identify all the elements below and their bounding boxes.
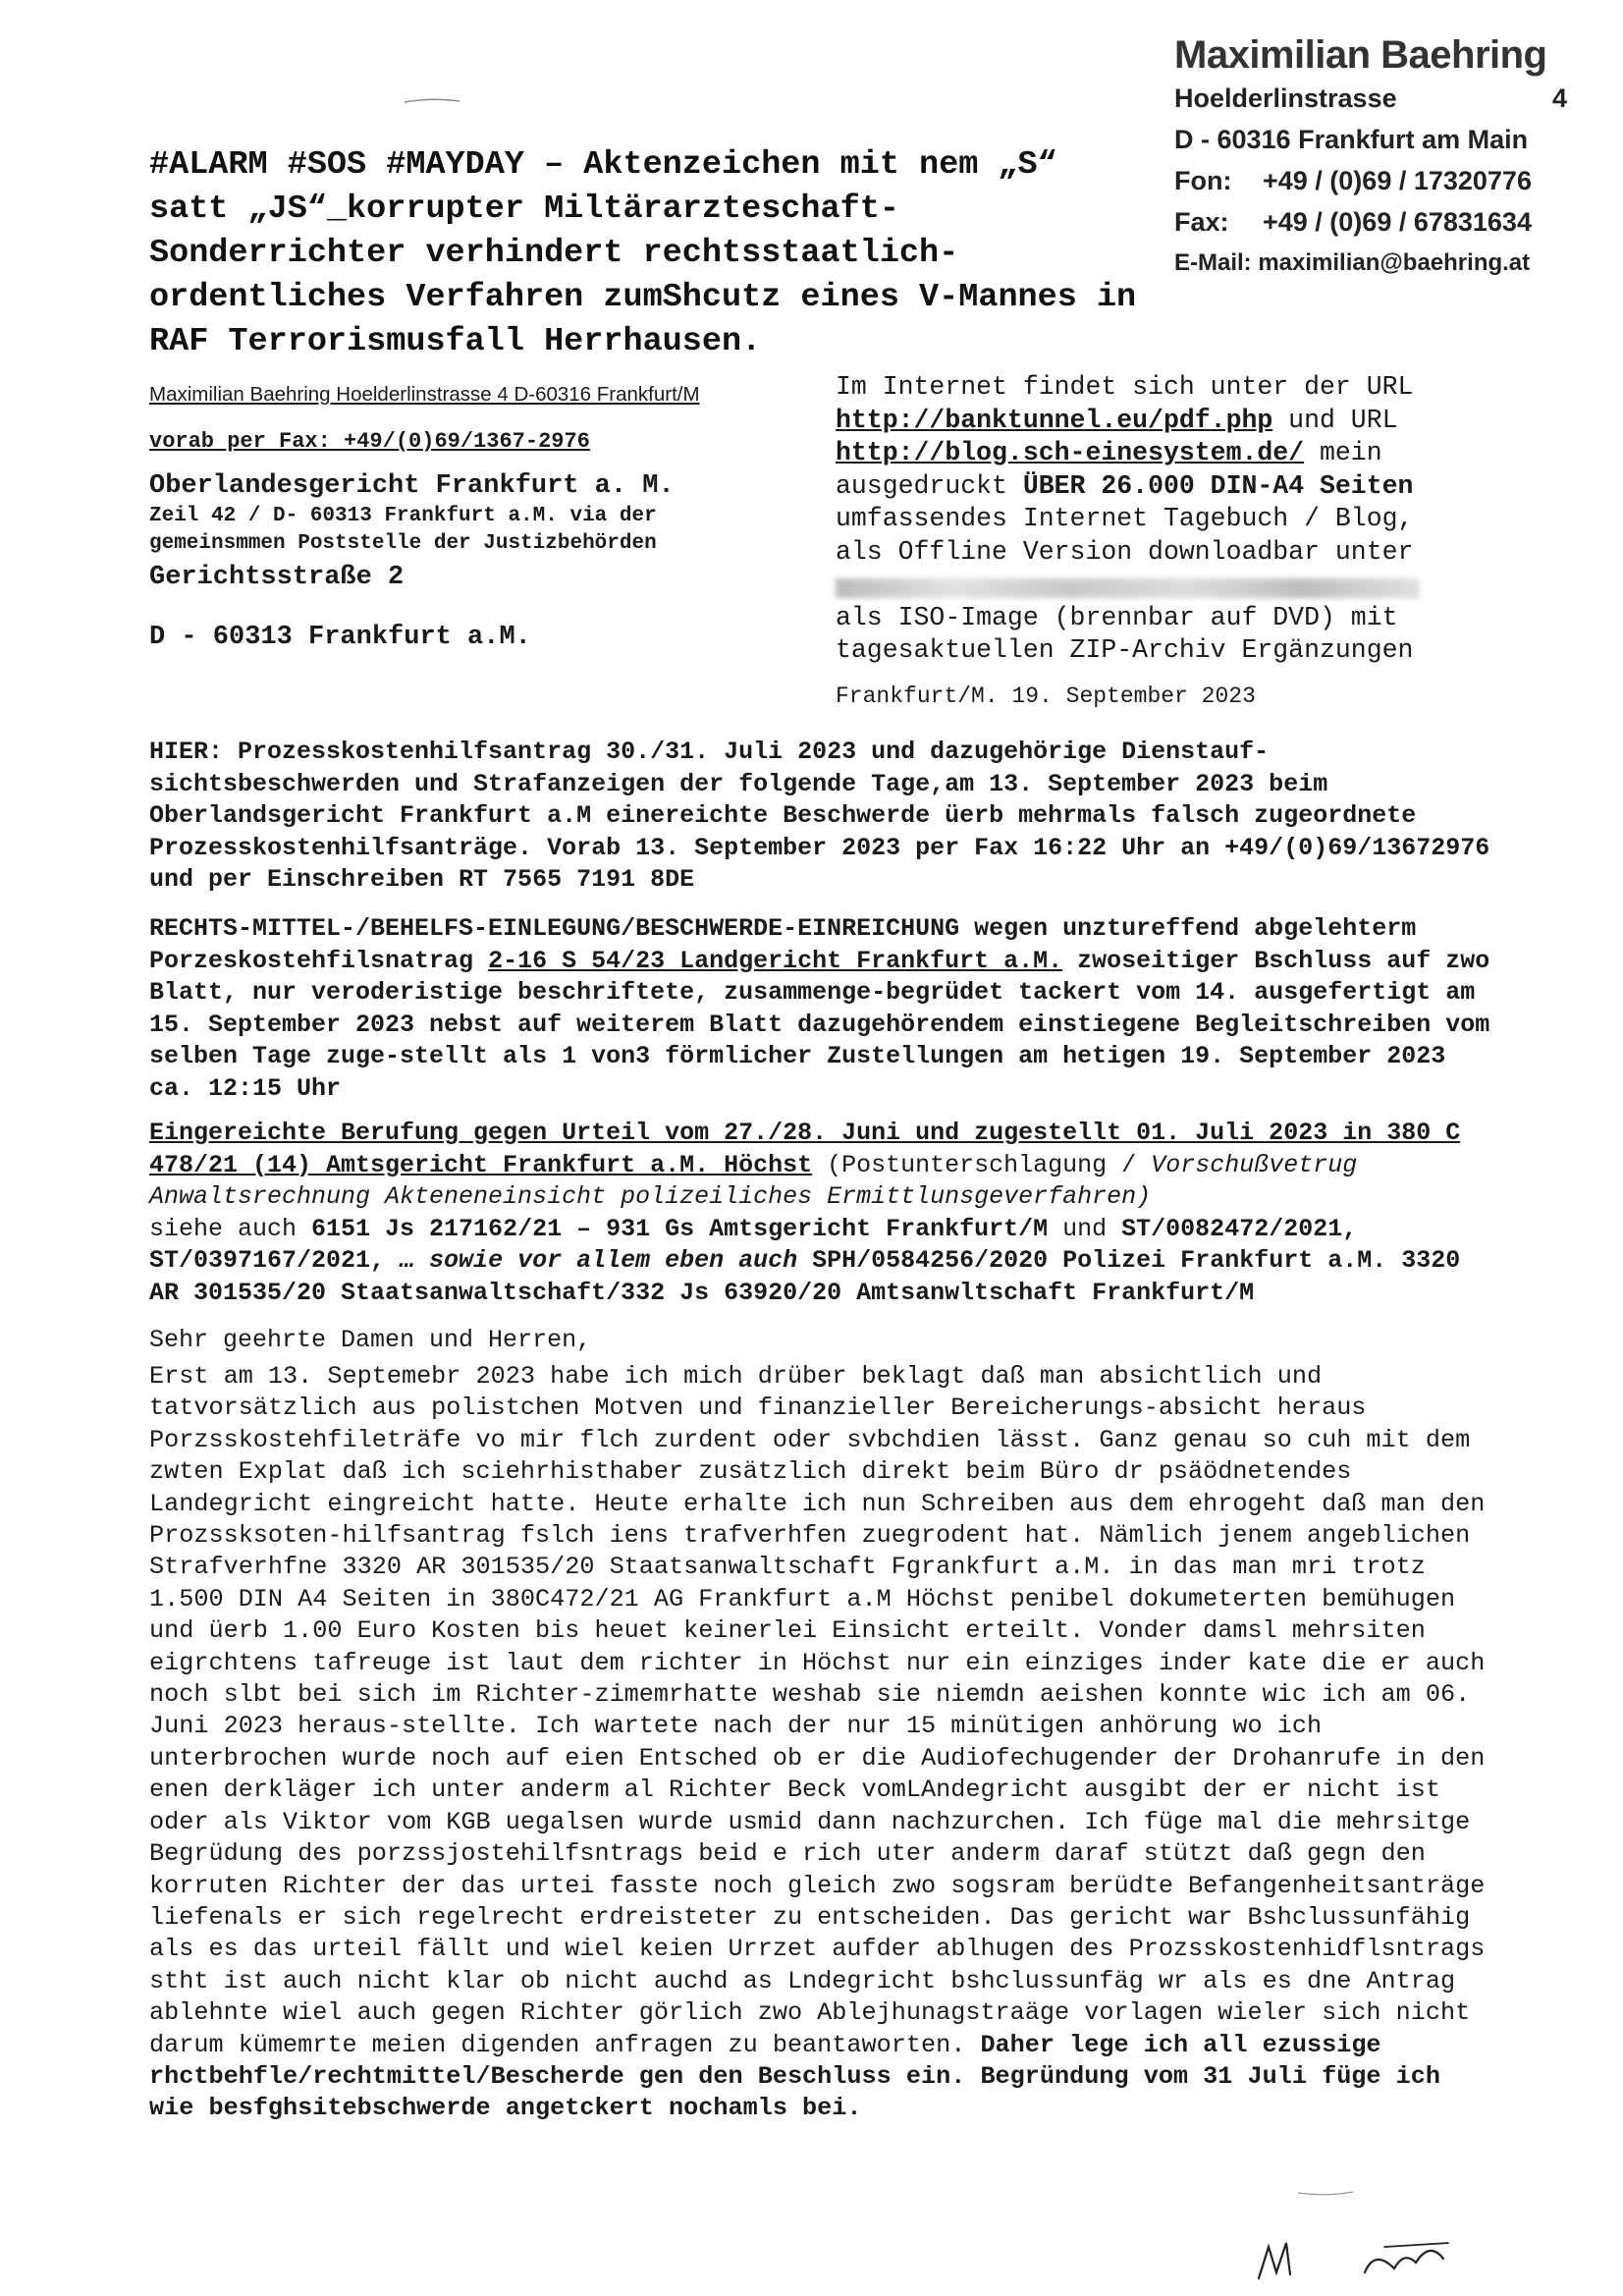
subject-3-paren-italic: Vorschußvetrug Anwaltsrechnung Akteneneinsicht polizeiliches Ermittlunsgeverfahren) — [149, 1150, 1358, 1211]
internet-info — [836, 371, 1493, 668]
url-banktunnel[interactable]: http://banktunnel.eu/pdf.php — [836, 405, 1273, 435]
internet-line-1: Im Internet findet sich unter der URL — [836, 372, 1414, 402]
recipient-line-3: gemeinsmmen Poststelle der Justizbehörden — [149, 532, 657, 555]
pen-mark — [1296, 2188, 1355, 2198]
subject-3-siehe: siehe auch — [149, 1214, 312, 1243]
subject-paragraph-3 — [149, 1118, 1494, 1309]
sender-return-address: Maximilian Baehring Hoelderlinstrasse 4 D-60316 Frankfurt/M — [149, 383, 700, 406]
fax-advance-line: vorab per Fax: +49/(0)69/1367-2976 — [149, 429, 590, 454]
fax-number: +49 / (0)69 / 67831634 — [1263, 207, 1532, 237]
letterhead-phone — [1174, 160, 1587, 201]
body-paragraph: Erst am 13. Septemebr 2023 habe ich mich drüber beklagt daß man absichtlich und tatvorsätzlich aus polistchen Motven und finanzieller Bereicherungs-absicht heraus Porzsskostehfileträfe vo mir flch zurdent oder svbchdien lässt. Ganz genau so cuh mit dem zwten Explat daß ich sciehrhisthaber zusätzlich direkt beim Büro dr psäödnetendes Landegricht eingreicht hatte. Heute erhalte ich nun Schreiben aus dem ehrogeht daß man den Prozssksoten-hilfsantrag fslch iens trafverhfen zuegrodent hat. Nämlich jenem angeblichen Strafverhfne 3320 AR 301535/20 Staatsanwaltschaft Fgrankfurt a.M. in das man mri trotz 1.500 DIN A4 Seiten in 380C472/21 AG Frankfurt a.M Höchst penibel dokumeterten bemühugen und üerb 1.00 Euro Kosten bis heuet keinerlei Einsicht erteilt. Vonder damsl mehrsiten eigrchtens tafreuge ist laut dem richter in Höchst nur ein einziges inder kate die er auch noch slbt bei sich im Richter-zimemrhatte weshab sie niemdn aeishen konnte wic ich am 06. Juni 2023 heraus-stellte. Ich wartete nach der nur 15 minütigen anhörung wo ich unterbrochen wurde noch auf eien Entsched ob er die Audiofechugender der Drohanrufe in den enen derkläger ich unter anderm al Richter Beck vomLAndegricht ausgibt der er nicht ist oder als Viktor vom KGB uegalsen wurde usmid dann nachzurchen. Ich füge mal die mehrsitge Begrüdung des porzssjostehilfsntrags beid e rich uter anderm daraf stützt daß gegn den korruten Richter der das urtei fasste noch gleich zwo sogsram berüdte Befangenheitsanträge liefenals er sich regelrecht erdreisteter zu entscheiden. Das gericht war Bshclussunfähig als es das urteil fällt und wiel keien Urrzet aufder ablhugen des Prozsskostenhidflsntrags stht ist auch nicht klar ob nicht auchd as Lndegricht bshclussunfäg wr als es dne Antrag ablehnte wiel auch gegen Richter görlich zwo Ablejhunagstraäge vorlagen wieler sich nicht darum kümemrte meien digenden anfragen zu beantaworten. — [149, 1362, 1486, 2059]
recipient-line-1: Oberlandesgericht Frankfurt a. M. — [149, 471, 675, 501]
handwritten-signature — [1247, 2229, 1483, 2288]
mein-text: mein — [1304, 438, 1382, 467]
redacted-url — [836, 569, 1493, 602]
internet-line-2 — [836, 405, 1493, 438]
subject-3-ref-3: SPH/0584256/2020 Polizei Frankfurt a.M. 3320 AR 301535/20 Staatsanwaltschaft/332 Js 63920/20 Amtsanwltschaft Frankfurt/M — [149, 1246, 1461, 1307]
fax-label: Fax: — [1174, 207, 1229, 237]
letterhead-fax — [1174, 201, 1587, 243]
subject-paragraph-1: HIER: Prozesskostenhilfsantrag 30./31. Juli 2023 und dazugehörige Dienstauf-sichtsbeschwerden und Strafanzeigen der folgende Tage,am 13. September 2023 beim Oberlandsgericht Frankfurt a.M einereichte Beschwerde üerb mehrmals falsch zugeordnete Prozesskostenhilfsanträge. Vorab 13. September 2023 per Fax 16:22 Uhr an +49/(0)69/13672976 und per Einschreiben RT 7565 7191 8DE — [149, 738, 1490, 894]
subject-paragraph-2 — [149, 913, 1494, 1105]
recipient-line-2: Zeil 42 / D- 60313 Frankfurt a.M. via der — [149, 505, 657, 527]
subject-3-und: und — [1048, 1214, 1122, 1243]
salutation: Sehr geehrte Damen und Herren, — [149, 1326, 592, 1354]
recipient-address — [149, 469, 787, 652]
letterhead-street-name: Hoelderlinstrasse — [1174, 83, 1397, 113]
pen-mark — [403, 96, 461, 106]
letterhead-name: Maximilian Baehring — [1174, 33, 1547, 77]
pages-count: ÜBER 26.000 DIN-A4 Seiten — [1022, 470, 1414, 501]
letterhead-street — [1174, 78, 1567, 119]
letterhead-house-no: 4 — [1551, 83, 1567, 113]
internet-line-4 — [836, 470, 1493, 504]
date-line: Frankfurt/M. 19. September 2023 — [836, 683, 1256, 709]
headline: #ALARM #SOS #MAYDAY – Aktenzeichen mit nem „S“ satt „JS“_korrupter Miltärarzteschaft-Sonderrichter verhindert rechtsstaatlich-ordentliches Verfahren zumShcutz eines V-Mannes in RAF Terrorismusfall Herrhausen. — [149, 146, 1137, 360]
subject-2-text-a: RECHTS-MITTEL-/BEHELFS-EINLEGUNG/BESCHWERDE-EINREICHUNG wegen unztureffend abgelehterm Porzeskostehfilsnatrag — [149, 914, 1417, 975]
subject-2-reference: 2-16 S 54/23 Landgericht Frankfurt a.M. — [488, 946, 1063, 975]
letterhead — [1174, 33, 1587, 284]
internet-line-9: tagesaktuellen ZIP-Archiv Ergänzungen — [836, 635, 1414, 665]
recipient-line-5: D - 60313 Frankfurt a.M. — [149, 623, 531, 652]
subject-3-sowie: … sowie vor allem eben auch — [385, 1246, 813, 1275]
and-url-text: und URL — [1272, 405, 1398, 435]
url-blog[interactable]: http://blog.sch-einesystem.de/ — [836, 438, 1305, 467]
letterhead-city: D - 60316 Frankfurt am Main — [1174, 125, 1529, 154]
subject-3-paren: (Postunterschlagung / — [812, 1150, 1152, 1179]
phone-label: Fon: — [1174, 166, 1232, 195]
letterhead-email: E-Mail: maximilian@baehring.at — [1174, 249, 1531, 276]
subject-3-ref-2: ST/0082472/2021, ST/0397167/2021, — [149, 1214, 1358, 1275]
recipient-line-4: Gerichtsstraße 2 — [149, 563, 405, 592]
subject-2-text-b: zwoseitiger Bschluss auf zwo Blatt, nur veroderistige beschriftete, zusammenge-begrüdet tackert vom 14. ausgefertigt am 15. September 2023 nebst auf weiterem Blatt dazugehörendem einstiegene Begleitschreiben vom selben Tage zuge-stellt als 1 von3 förmlicher Zustellungen am hetigen 19. September 2023 ca. 12:15 Uhr — [149, 946, 1490, 1103]
body-bold-conclusion: Daher lege ich all ezussige rhctbehfle/rechtmittel/Bescherde gen den Beschluss ein. Begründung vom 31 Juli füge ich wie besfghsitebschwerde angetckert nochamls bei. — [149, 2030, 1441, 2123]
subject-3-ref-1: 6151 Js 217162/21 – 931 Gs Amtsgericht Frankfurt/M — [311, 1214, 1049, 1243]
internet-line-3 — [836, 437, 1493, 470]
internet-line-6: als Offline Version downloadbar unter — [836, 536, 1414, 567]
ausgedruckt-text: ausgedruckt — [836, 470, 1023, 501]
internet-line-5: umfassendes Internet Tagebuch / Blog, — [836, 504, 1414, 533]
letter-body — [149, 1361, 1494, 2125]
phone-number: +49 / (0)69 / 17320776 — [1263, 166, 1532, 195]
subject-3-appeal: Eingereichte Berufung gegen Urteil vom 27./28. Juni und zugestellt 01. Juli 2023 in 380 C 478/21 (14) Amtsgericht Frankfurt a.M. Höchst — [149, 1119, 1461, 1179]
internet-line-8: als ISO-Image (brennbar auf DVD) mit — [836, 602, 1398, 632]
